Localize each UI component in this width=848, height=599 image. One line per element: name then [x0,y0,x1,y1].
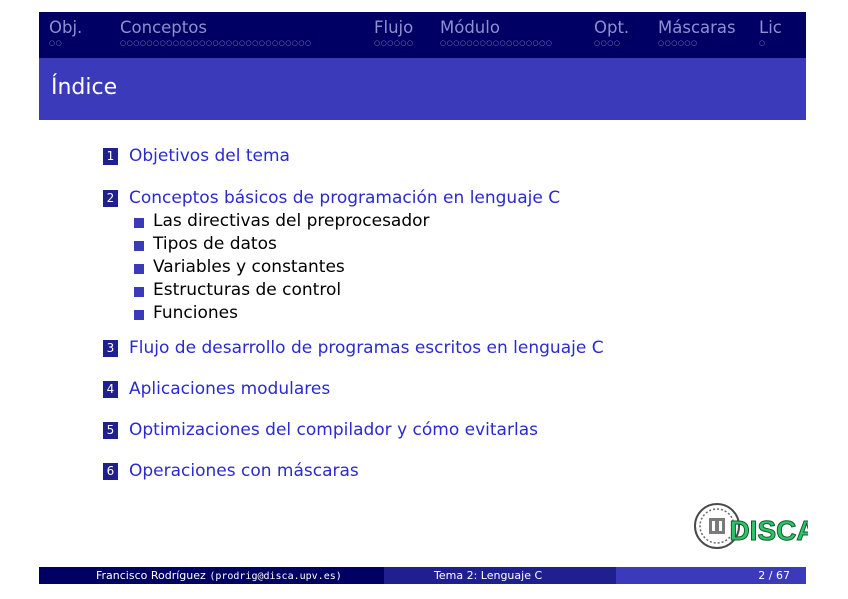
toc-subitem[interactable] [103,210,753,233]
square-bullet-icon [134,218,144,228]
page-number: 2 / 67 [758,569,790,582]
table-of-contents [103,144,753,483]
spacer [103,168,753,186]
toc-subitem-link[interactable]: Las directivas del preprocesador [153,211,430,231]
nav-subsection-dots[interactable]: ○○ [49,39,63,47]
nav-subsection-dots[interactable]: ○○○○○○ [658,39,698,47]
toc-item-link[interactable]: Operaciones con máscaras [129,461,359,481]
nav-section-obj[interactable] [49,19,82,47]
nav-section-lic[interactable] [759,19,782,47]
nav-subsection-dots[interactable]: ○○○○○○○○○○○○○○○○○○○○○○○○○○○○○ [120,39,312,47]
nav-section-modulo[interactable] [440,19,552,47]
toc-item-conceptos[interactable] [103,186,753,210]
frame-title-bar [39,58,806,120]
nav-section-label: Lic [759,18,782,37]
nav-subsection-dots[interactable]: ○○○○○○○○○○○○○○○○○ [440,39,553,47]
footer-author-cell [39,567,384,584]
spacer [103,325,753,336]
toc-item-optimizaciones[interactable] [103,418,753,442]
toc-subitem-link[interactable]: Funciones [153,303,238,323]
toc-subitem-link[interactable]: Tipos de datos [153,234,277,254]
footer-author: Francisco Rodríguez [96,569,206,582]
toc-item-link[interactable]: Aplicaciones modulares [129,379,331,399]
spacer [103,360,753,377]
footer-talk-title: Tema 2: Lenguaje C [434,569,543,582]
toc-item-link[interactable]: Conceptos básicos de programación en lenguaje C [129,188,561,208]
footer-page-cell [616,567,806,584]
nav-section-flujo[interactable] [374,19,414,47]
toc-subitem-link[interactable]: Estructuras de control [153,280,342,300]
section-number-box: 3 [103,340,118,357]
toc-item-flujo[interactable] [103,336,753,360]
spacer [103,442,753,459]
toc-subitem[interactable] [103,279,753,302]
square-bullet-icon [134,241,144,251]
toc-item-mascaras[interactable] [103,459,753,483]
toc-item-link[interactable]: Optimizaciones del compilador y cómo evitarlas [129,420,538,440]
nav-section-label: Máscaras [658,18,736,37]
toc-subitem-link[interactable]: Variables y constantes [153,257,345,277]
section-number-box: 1 [103,148,118,165]
footer-title-cell [384,567,616,584]
footer-email: (prodrig@disca.upv.es) [209,571,342,582]
nav-section-opt[interactable] [594,19,629,47]
university-seal-icon [693,496,808,556]
frame-title: Índice [51,75,118,100]
nav-section-label: Conceptos [120,18,207,37]
toc-item-aplicaciones[interactable] [103,377,753,401]
toc-subitem[interactable] [103,302,753,325]
toc-item-objetivos[interactable] [103,144,753,168]
nav-subsection-dots[interactable]: ○○○○ [594,39,621,47]
toc-item-link[interactable]: Flujo de desarrollo de programas escritos en lenguaje C [129,338,604,358]
square-bullet-icon [134,264,144,274]
slide-footer [39,567,806,584]
nav-section-mascaras[interactable] [658,19,736,47]
square-bullet-icon [134,310,144,320]
nav-section-label: Opt. [594,18,630,37]
section-navigation-bar [39,12,806,58]
disca-logo [693,496,808,556]
section-number-box: 6 [103,463,118,480]
spacer [103,401,753,418]
square-bullet-icon [134,287,144,297]
toc-subitem[interactable] [103,256,753,279]
section-number-box: 4 [103,381,118,398]
nav-subsection-dots[interactable]: ○ [759,39,766,47]
nav-section-label: Flujo [374,18,414,37]
nav-subsection-dots[interactable]: ○○○○○○ [374,39,414,47]
disca-logo-text: DISCA [729,515,808,546]
section-number-box: 2 [103,190,118,207]
section-number-box: 5 [103,422,118,439]
toc-item-link[interactable]: Objetivos del tema [129,146,290,166]
nav-section-conceptos[interactable] [120,19,312,47]
nav-section-label: Módulo [440,18,500,37]
toc-subitem[interactable] [103,233,753,256]
nav-section-label: Obj. [49,18,83,37]
